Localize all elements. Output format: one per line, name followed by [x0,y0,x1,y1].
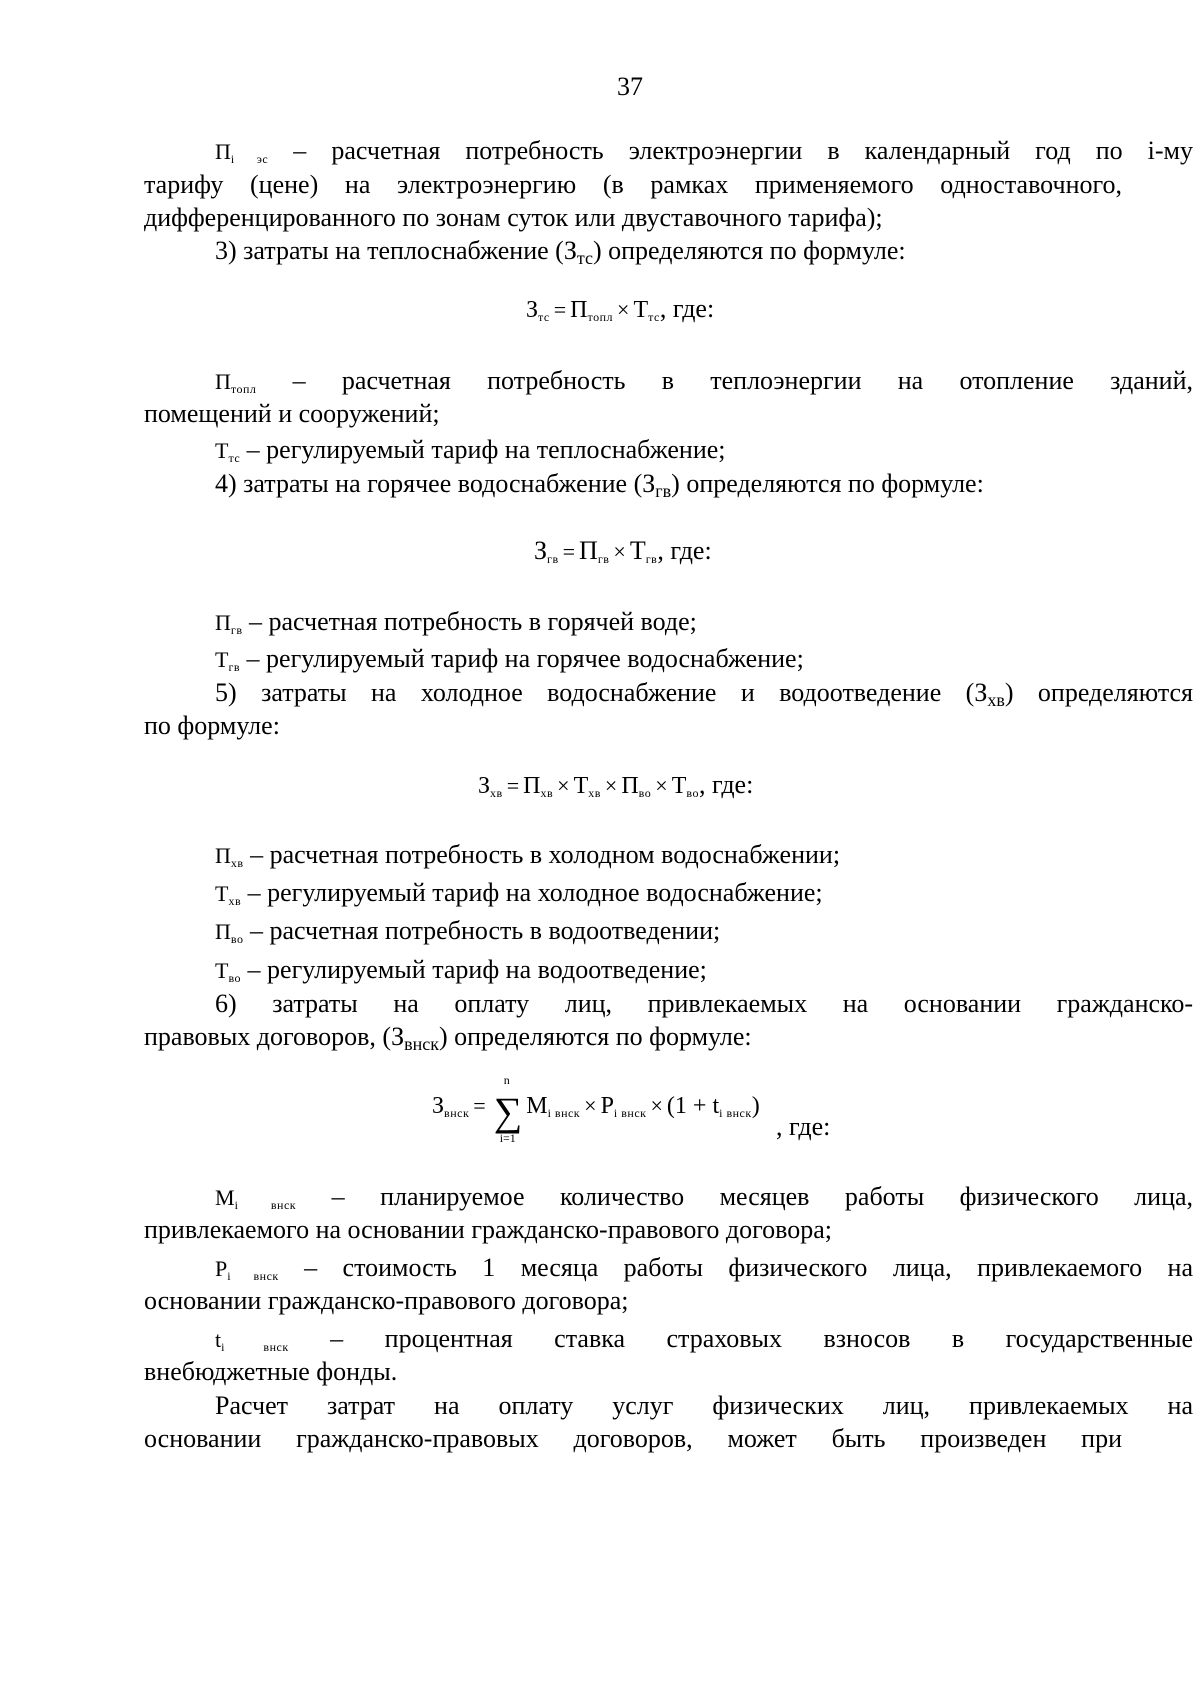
list-item: 4) затраты на горячее водоснабжение (Згв) определяются по формуле: [215,469,984,501]
text-line: основании гражданско-правового договора; [144,1286,629,1315]
text-line: дифференцированного по зонам суток или двуставочного тарифа); [144,203,883,232]
definition-line: $Р_{i внск}$ – стоимость 1 месяца работы физического лица, привлекаемого на [215,1253,1194,1283]
definition-line: $Т_{гв}$ – регулируемый тариф на горячее водоснабжение; [215,644,804,674]
definition-line: $Т_{хв}$ – регулируемый тариф на холодное водоснабжение; [215,878,823,908]
text-line: помещений и сооружений; [144,399,440,428]
definition-line: $М_{i внск}$ – планируемое количество месяцев работы физического лица, [215,1182,1194,1212]
definition-line: $П_{i эс}$ – расчетная потребность электроэнергии в календарный год по i-му [215,136,1194,166]
page-number: 37 [617,72,643,101]
definition-line: $П_{гв}$ – расчетная потребность в горячей воде; [215,607,697,637]
formula-hot-water: $З_{гв} = П_{гв} \times Т_{гв}$, где: [534,536,712,566]
definition-line: $t_{i внск}$ – процентная ставка страховых взносов в государственные [215,1324,1194,1354]
text-line: правовых договоров, (Звнск) определяются по формуле: [144,1022,752,1054]
formula-contractors: $З_{внск}$ = n ∑ i=1 $М_{i внск} \times Р_{i внск} \times (1 + t_{i внск})$ [432,1073,760,1145]
sum-symbol: n ∑ i=1 [493,1073,523,1145]
list-item: 6) затраты на оплату лиц, привлекаемых на основании гражданско- [215,989,1193,1018]
definition-line: $Т_{тс}$ – регулируемый тариф на теплоснабжение; [215,435,726,465]
text-line: внебюджетные фонды. [144,1357,398,1386]
formula-heat: $З_{тс} = П_{топл} \times Т_{тс}$, где: [526,294,715,324]
text-line: основании гражданско-правовых договоров, может быть произведен при [144,1424,1122,1453]
definition-line: $П_{хв}$ – расчетная потребность в холодном водоснабжении; [215,840,841,870]
formula-cold-water: $З_{хв} = П_{хв} \times Т_{хв} \times П_{во} \times Т_{во}$, где: [478,770,754,800]
paragraph-line: Расчет затрат на оплату услуг физических лиц, привлекаемых на [215,1391,1193,1420]
definition-line: $Т_{во}$ – регулируемый тариф на водоотведение; [215,955,707,985]
text-line: тарифу (цене) на электроэнергию (в рамках применяемого одноставочного, [144,170,1122,199]
list-item: 3) затраты на теплоснабжение (Зтс) определяются по формуле: [215,236,906,268]
formula-where: , где: [776,1112,831,1141]
text-line: привлекаемого на основании гражданско-правового договора; [144,1215,832,1244]
text-line: по формуле: [144,711,280,740]
definition-line: $П_{во}$ – расчетная потребность в водоотведении; [215,916,721,946]
list-item: 5) затраты на холодное водоснабжение и водоотведение (Зхв) определяются [215,678,1193,710]
definition-line: $П_{топл}$ – расчетная потребность в теплоэнергии на отопление зданий, [215,366,1193,396]
